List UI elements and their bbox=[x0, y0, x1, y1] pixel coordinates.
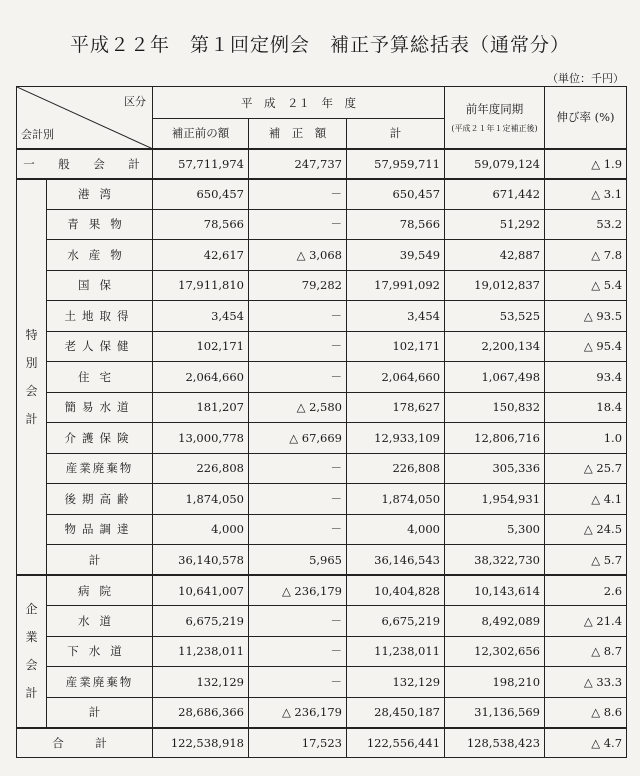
special-row bbox=[17, 484, 627, 515]
before-cell: 102,171 bbox=[153, 331, 249, 362]
special-row bbox=[17, 545, 627, 576]
total-cell: 11,238,011 bbox=[347, 636, 445, 667]
growth-header: 伸び率 (%) bbox=[545, 87, 627, 149]
special-group-label: 特 別 会 計 bbox=[17, 179, 47, 576]
rate-cell: 2.6 bbox=[545, 575, 627, 606]
rate-cell: △ 5.4 bbox=[545, 270, 627, 301]
col-before-header: 補正前の額 bbox=[153, 119, 249, 149]
corner-cell bbox=[17, 87, 153, 149]
row-label: 介護保険 bbox=[47, 423, 153, 454]
rate-cell: 1.0 bbox=[545, 423, 627, 454]
prev-cell: 1,067,498 bbox=[445, 362, 545, 393]
total-cell: 17,991,092 bbox=[347, 270, 445, 301]
total-cell: 650,457 bbox=[347, 179, 445, 210]
special-row bbox=[17, 270, 627, 301]
total-cell: 178,627 bbox=[347, 392, 445, 423]
correction-cell: － bbox=[249, 453, 347, 484]
row-label: 水産物 bbox=[47, 240, 153, 271]
row-label: 港湾 bbox=[47, 179, 153, 210]
grand-total-row bbox=[17, 728, 627, 758]
special-row bbox=[17, 453, 627, 484]
total-cell: 132,129 bbox=[347, 667, 445, 698]
before-cell: 11,238,011 bbox=[153, 636, 249, 667]
prev-cell: 10,143,614 bbox=[445, 575, 545, 606]
row-label: 下水道 bbox=[47, 636, 153, 667]
prev-cell: 1,954,931 bbox=[445, 484, 545, 515]
correction-cell: △ 2,580 bbox=[249, 392, 347, 423]
rate-cell: △ 95.4 bbox=[545, 331, 627, 362]
correction-cell: 17,523 bbox=[249, 728, 347, 758]
col-total-header: 計 bbox=[347, 119, 445, 149]
total-cell: 57,959,711 bbox=[347, 149, 445, 179]
before-cell: 10,641,007 bbox=[153, 575, 249, 606]
correction-cell: △ 67,669 bbox=[249, 423, 347, 454]
unit-label: （単位：千円） bbox=[547, 72, 624, 85]
before-cell: 226,808 bbox=[153, 453, 249, 484]
row-label: 計 bbox=[47, 545, 153, 576]
rate-cell: △ 33.3 bbox=[545, 667, 627, 698]
before-cell: 78,566 bbox=[153, 209, 249, 240]
rate-cell: △ 4.1 bbox=[545, 484, 627, 515]
prev-cell: 51,292 bbox=[445, 209, 545, 240]
correction-cell: 79,282 bbox=[249, 270, 347, 301]
row-label: 水道 bbox=[47, 606, 153, 637]
row-label: 簡易水道 bbox=[47, 392, 153, 423]
prev-cell: 31,136,569 bbox=[445, 697, 545, 728]
special-row bbox=[17, 392, 627, 423]
prev-cell: 5,300 bbox=[445, 514, 545, 545]
row-label: 計 bbox=[47, 697, 153, 728]
prev-cell: 12,302,656 bbox=[445, 636, 545, 667]
correction-cell: － bbox=[249, 606, 347, 637]
correction-cell: △ 3,068 bbox=[249, 240, 347, 271]
before-cell: 4,000 bbox=[153, 514, 249, 545]
year-group-header: 平 成 ２１ 年 度 bbox=[153, 87, 445, 119]
correction-cell: △ 236,179 bbox=[249, 575, 347, 606]
rate-cell: △ 5.7 bbox=[545, 545, 627, 576]
correction-cell: － bbox=[249, 179, 347, 210]
special-row bbox=[17, 514, 627, 545]
rate-cell: △ 3.1 bbox=[545, 179, 627, 210]
prev-cell: 59,079,124 bbox=[445, 149, 545, 179]
total-cell: 12,933,109 bbox=[347, 423, 445, 454]
before-cell: 181,207 bbox=[153, 392, 249, 423]
row-label: 病院 bbox=[47, 575, 153, 606]
total-cell: 1,874,050 bbox=[347, 484, 445, 515]
correction-cell: － bbox=[249, 362, 347, 393]
prev-cell: 8,492,089 bbox=[445, 606, 545, 637]
prev-cell: 19,012,837 bbox=[445, 270, 545, 301]
correction-cell: － bbox=[249, 331, 347, 362]
total-cell: 2,064,660 bbox=[347, 362, 445, 393]
total-cell: 10,404,828 bbox=[347, 575, 445, 606]
rate-cell: △ 93.5 bbox=[545, 301, 627, 332]
row-label: 産業廃棄物 bbox=[47, 453, 153, 484]
before-cell: 28,686,366 bbox=[153, 697, 249, 728]
rate-cell: 18.4 bbox=[545, 392, 627, 423]
total-cell: 6,675,219 bbox=[347, 606, 445, 637]
before-cell: 122,538,918 bbox=[153, 728, 249, 758]
enterprise-row bbox=[17, 606, 627, 637]
correction-cell: － bbox=[249, 667, 347, 698]
correction-cell: － bbox=[249, 636, 347, 667]
row-label: 物品調達 bbox=[47, 514, 153, 545]
prev-cell: 128,538,423 bbox=[445, 728, 545, 758]
rate-cell: 53.2 bbox=[545, 209, 627, 240]
before-cell: 6,675,219 bbox=[153, 606, 249, 637]
before-cell: 132,129 bbox=[153, 667, 249, 698]
enterprise-row bbox=[17, 697, 627, 728]
row-label: 老人保健 bbox=[47, 331, 153, 362]
rate-cell: △ 25.7 bbox=[545, 453, 627, 484]
before-cell: 650,457 bbox=[153, 179, 249, 210]
col-correction-header: 補 正 額 bbox=[249, 119, 347, 149]
correction-cell: － bbox=[249, 301, 347, 332]
total-cell: 226,808 bbox=[347, 453, 445, 484]
before-cell: 57,711,974 bbox=[153, 149, 249, 179]
corner-top-label: 区分 bbox=[124, 95, 146, 108]
page-title: 平成２２年 第１回定例会 補正予算総括表（通常分） bbox=[69, 34, 570, 56]
special-row bbox=[17, 301, 627, 332]
correction-cell: △ 236,179 bbox=[249, 697, 347, 728]
special-row bbox=[17, 209, 627, 240]
correction-cell: － bbox=[249, 514, 347, 545]
total-cell: 122,556,441 bbox=[347, 728, 445, 758]
rate-cell: △ 24.5 bbox=[545, 514, 627, 545]
special-row bbox=[17, 423, 627, 454]
correction-cell: 247,737 bbox=[249, 149, 347, 179]
row-label: 後期高齢 bbox=[47, 484, 153, 515]
enterprise-group-label: 企 業 会 計 bbox=[17, 575, 47, 728]
prev-year-header bbox=[445, 87, 545, 149]
prev-cell: 38,322,730 bbox=[445, 545, 545, 576]
before-cell: 3,454 bbox=[153, 301, 249, 332]
row-label: 青果物 bbox=[47, 209, 153, 240]
row-label: 合 計 bbox=[17, 728, 153, 758]
general-account-row bbox=[17, 149, 627, 179]
total-cell: 4,000 bbox=[347, 514, 445, 545]
prev-cell: 12,806,716 bbox=[445, 423, 545, 454]
total-cell: 3,454 bbox=[347, 301, 445, 332]
before-cell: 1,874,050 bbox=[153, 484, 249, 515]
correction-cell: － bbox=[249, 484, 347, 515]
total-cell: 36,146,543 bbox=[347, 545, 445, 576]
prev-cell: 305,336 bbox=[445, 453, 545, 484]
rate-cell: △ 8.6 bbox=[545, 697, 627, 728]
rate-cell: 93.4 bbox=[545, 362, 627, 393]
total-cell: 39,549 bbox=[347, 240, 445, 271]
before-cell: 36,140,578 bbox=[153, 545, 249, 576]
rate-cell: △ 4.7 bbox=[545, 728, 627, 758]
prev-cell: 150,832 bbox=[445, 392, 545, 423]
enterprise-row bbox=[17, 636, 627, 667]
enterprise-row bbox=[17, 575, 627, 606]
corner-bottom-label: 会計別 bbox=[21, 127, 54, 141]
prev-cell: 42,887 bbox=[445, 240, 545, 271]
prev-cell: 2,200,134 bbox=[445, 331, 545, 362]
before-cell: 17,911,810 bbox=[153, 270, 249, 301]
prev-year-note: (平成２１年１定補正後) bbox=[451, 123, 538, 133]
special-row bbox=[17, 240, 627, 271]
row-label: 一 般 会 計 bbox=[17, 149, 153, 179]
total-cell: 102,171 bbox=[347, 331, 445, 362]
special-row bbox=[17, 362, 627, 393]
budget-summary-table bbox=[16, 86, 627, 758]
total-cell: 78,566 bbox=[347, 209, 445, 240]
rate-cell: △ 21.4 bbox=[545, 606, 627, 637]
special-row bbox=[17, 331, 627, 362]
row-label: 住宅 bbox=[47, 362, 153, 393]
prev-cell: 671,442 bbox=[445, 179, 545, 210]
row-label: 土地取得 bbox=[47, 301, 153, 332]
rate-cell: △ 8.7 bbox=[545, 636, 627, 667]
enterprise-row bbox=[17, 667, 627, 698]
before-cell: 13,000,778 bbox=[153, 423, 249, 454]
prev-cell: 198,210 bbox=[445, 667, 545, 698]
before-cell: 2,064,660 bbox=[153, 362, 249, 393]
row-label: 国保 bbox=[47, 270, 153, 301]
rate-cell: △ 1.9 bbox=[545, 149, 627, 179]
prev-year-label: 前年度同期 bbox=[465, 101, 524, 116]
correction-cell: 5,965 bbox=[249, 545, 347, 576]
correction-cell: － bbox=[249, 209, 347, 240]
prev-cell: 53,525 bbox=[445, 301, 545, 332]
rate-cell: △ 7.8 bbox=[545, 240, 627, 271]
special-row bbox=[17, 179, 627, 210]
before-cell: 42,617 bbox=[153, 240, 249, 271]
header-row-1 bbox=[17, 87, 627, 119]
total-cell: 28,450,187 bbox=[347, 697, 445, 728]
row-label: 産業廃棄物 bbox=[47, 667, 153, 698]
